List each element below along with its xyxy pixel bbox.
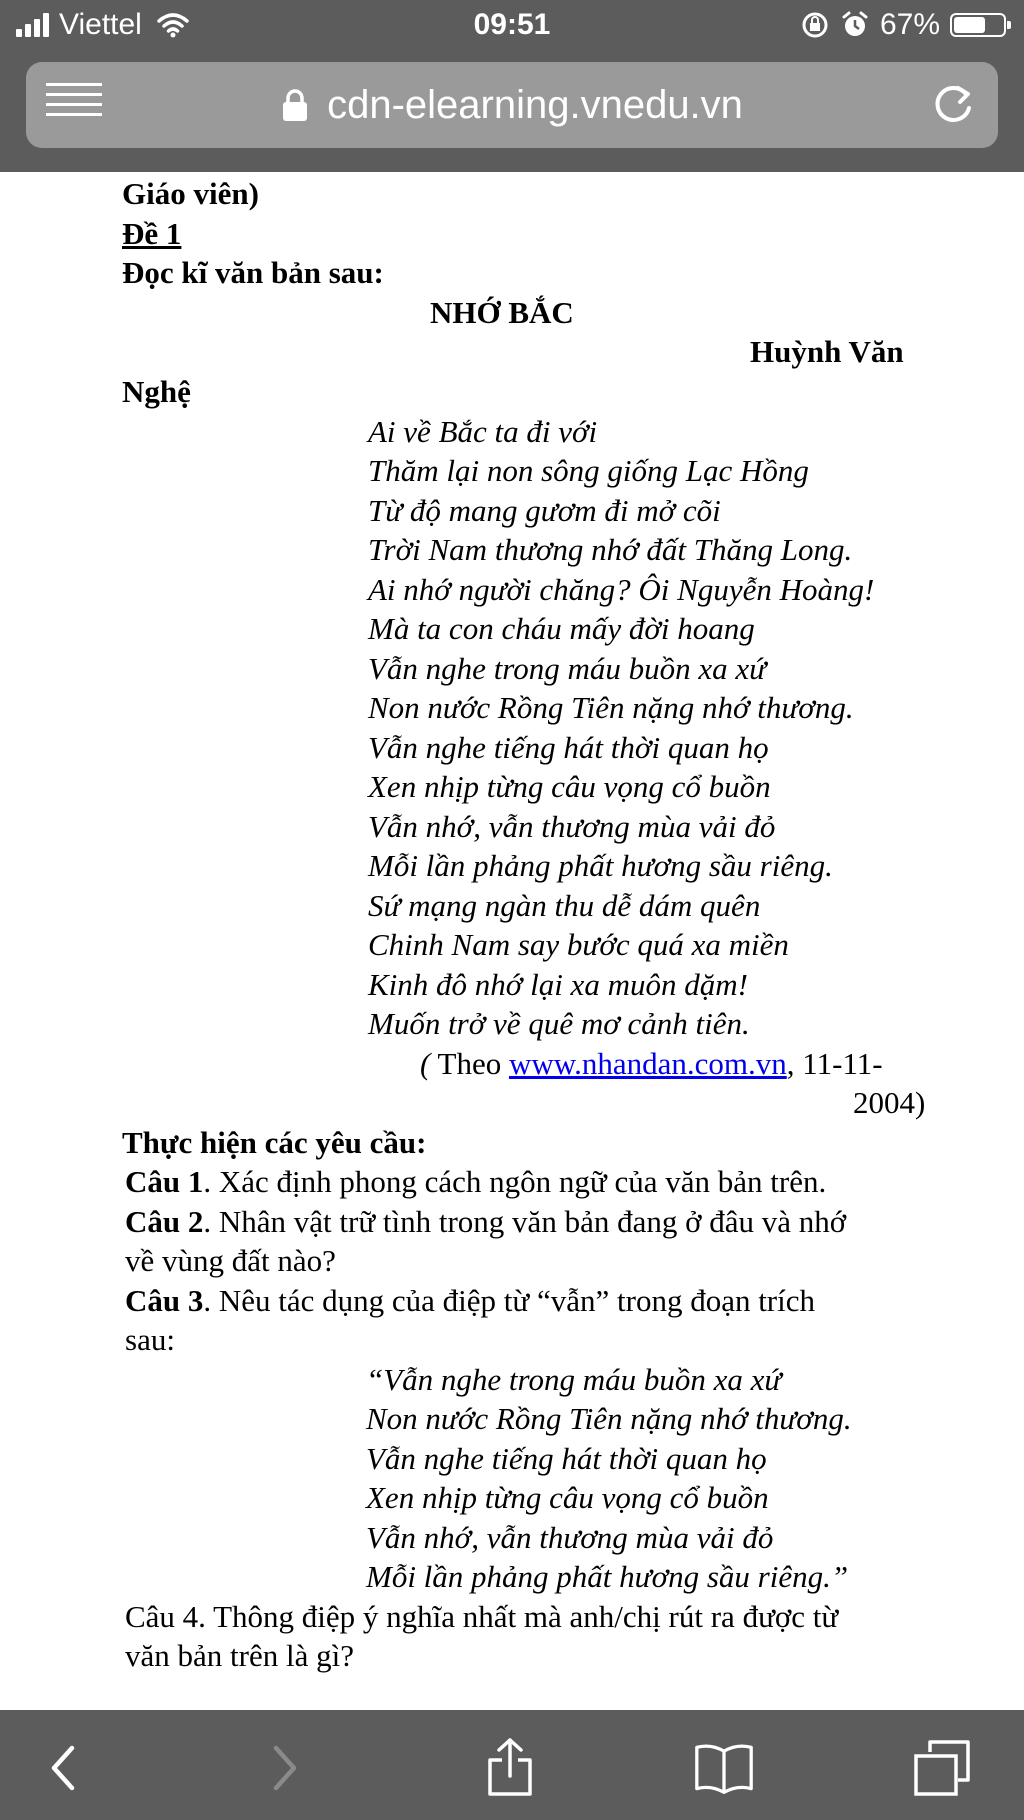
source-line: [420, 1044, 883, 1084]
poem-line: Xen nhịp từng câu vọng cổ buồn: [368, 769, 771, 804]
browser-top-chrome: [0, 0, 1024, 172]
address-bar[interactable]: [26, 62, 998, 148]
poem-line: Vẫn nhớ, vẫn thương mùa vải đỏ: [368, 809, 776, 844]
back-icon: [34, 1738, 94, 1798]
orientation-lock-icon: [800, 10, 830, 40]
url-text: cdn-elearning.vnedu.vn: [327, 82, 743, 127]
quote-line: Vẫn nhớ, vẫn thương mùa vải đỏ: [366, 1520, 774, 1555]
poem-line: Mà ta con cháu mấy đời hoang: [368, 611, 755, 646]
poem-title: NHỚ BẮC: [430, 295, 574, 330]
clock: 09:51: [473, 8, 551, 41]
source-link[interactable]: www.nhandan.com.vn: [508, 1046, 787, 1081]
author-part2: Nghệ: [122, 374, 191, 409]
quote-line: Non nước Rồng Tiên nặng nhớ thương.: [366, 1401, 852, 1436]
bookmarks-button[interactable]: [694, 1738, 754, 1798]
question-1: [125, 1162, 826, 1202]
lock-icon: [281, 88, 309, 122]
q2-text-line2: về vùng đất nào?: [125, 1243, 336, 1278]
forward-button[interactable]: [254, 1738, 314, 1798]
source-prefix: Theo: [430, 1046, 509, 1081]
battery-percent: 67%: [879, 8, 940, 41]
question-2: [125, 1202, 846, 1242]
q3-label: Câu 3: [125, 1283, 204, 1318]
poem-line: Ai về Bắc ta đi với: [368, 414, 598, 449]
q1-text: . Xác định phong cách ngôn ngữ của văn bản trên.: [203, 1164, 827, 1199]
poem-line: Chinh Nam say bước quá xa miền: [368, 927, 789, 962]
url-display[interactable]: [26, 62, 998, 148]
tabs-button[interactable]: [912, 1738, 972, 1798]
document-content: [0, 172, 1024, 1710]
poem-line: Vẫn nghe trong máu buồn xa xứ: [368, 651, 767, 686]
author-part1: Huỳnh Văn: [750, 334, 904, 369]
q2-label: Câu 2: [125, 1204, 204, 1239]
poem-line: Trời Nam thương nhớ đất Thăng Long.: [368, 532, 853, 567]
question-4-line1: Câu 4. Thông điệp ý nghĩa nhất mà anh/chị rút ra được từ: [125, 1599, 839, 1634]
exam-label: Đề 1: [122, 216, 182, 251]
quote-line: “Vẫn nghe trong máu buồn xa xứ: [366, 1362, 782, 1397]
status-right: [800, 8, 1006, 42]
q3-text-line1: . Nêu tác dụng của điệp từ “vẫn” trong đoạn trích: [203, 1283, 816, 1318]
source-date2: 2004): [853, 1085, 926, 1120]
source-date1: , 11-11-: [786, 1046, 883, 1081]
poem-line: Kinh đô nhớ lại xa muôn dặm!: [368, 967, 748, 1002]
share-button[interactable]: [480, 1738, 540, 1798]
q1-label: Câu 1: [125, 1164, 204, 1199]
quote-line: Mỗi lần phảng phất hương sầu riêng.”: [366, 1559, 849, 1594]
poem-line: Từ độ mang gươm đi mở cõi: [368, 493, 721, 528]
q3-text-line2: sau:: [125, 1322, 175, 1357]
question-3: [125, 1281, 815, 1321]
alarm-icon: [840, 10, 870, 40]
question-4-line2: văn bản trên là gì?: [125, 1638, 354, 1673]
poem-line: Vẫn nghe tiếng hát thời quan họ: [368, 730, 769, 765]
poem-line: Muốn trở về quê mơ cảnh tiên.: [368, 1006, 750, 1041]
poem-line: Mỗi lần phảng phất hương sầu riêng.: [368, 848, 833, 883]
carrier-label: Viettel: [59, 8, 142, 41]
quote-line: Xen nhịp từng câu vọng cổ buồn: [366, 1480, 769, 1515]
status-bar: [0, 0, 1024, 52]
source-paren: (: [420, 1046, 431, 1081]
battery-icon: [950, 13, 1006, 37]
poem-line: Thăm lại non sông giống Lạc Hồng: [368, 453, 809, 488]
tasks-heading: Thực hiện các yêu cầu:: [122, 1125, 427, 1160]
instruction: Đọc kĩ văn bản sau:: [122, 255, 384, 290]
battery-level: [954, 17, 985, 33]
poem-line: Sứ mạng ngàn thu dễ dám quên: [368, 888, 761, 923]
poem-line: Ai nhớ người chăng? Ôi Nguyễn Hoàng!: [368, 572, 875, 607]
q2-text-line1: . Nhân vật trữ tình trong văn bản đang ở đâu và nhớ: [203, 1204, 847, 1239]
browser-toolbar: [0, 1710, 1024, 1820]
clipped-line: Giáo viên): [122, 176, 259, 211]
back-button[interactable]: [34, 1738, 94, 1798]
share-icon: [480, 1738, 540, 1798]
tabs-icon: [912, 1738, 972, 1798]
forward-icon: [254, 1738, 314, 1798]
reload-icon[interactable]: [930, 82, 976, 128]
bookmarks-icon: [694, 1738, 754, 1798]
poem-line: Non nước Rồng Tiên nặng nhớ thương.: [368, 690, 854, 725]
quote-line: Vẫn nghe tiếng hát thời quan họ: [366, 1441, 767, 1476]
